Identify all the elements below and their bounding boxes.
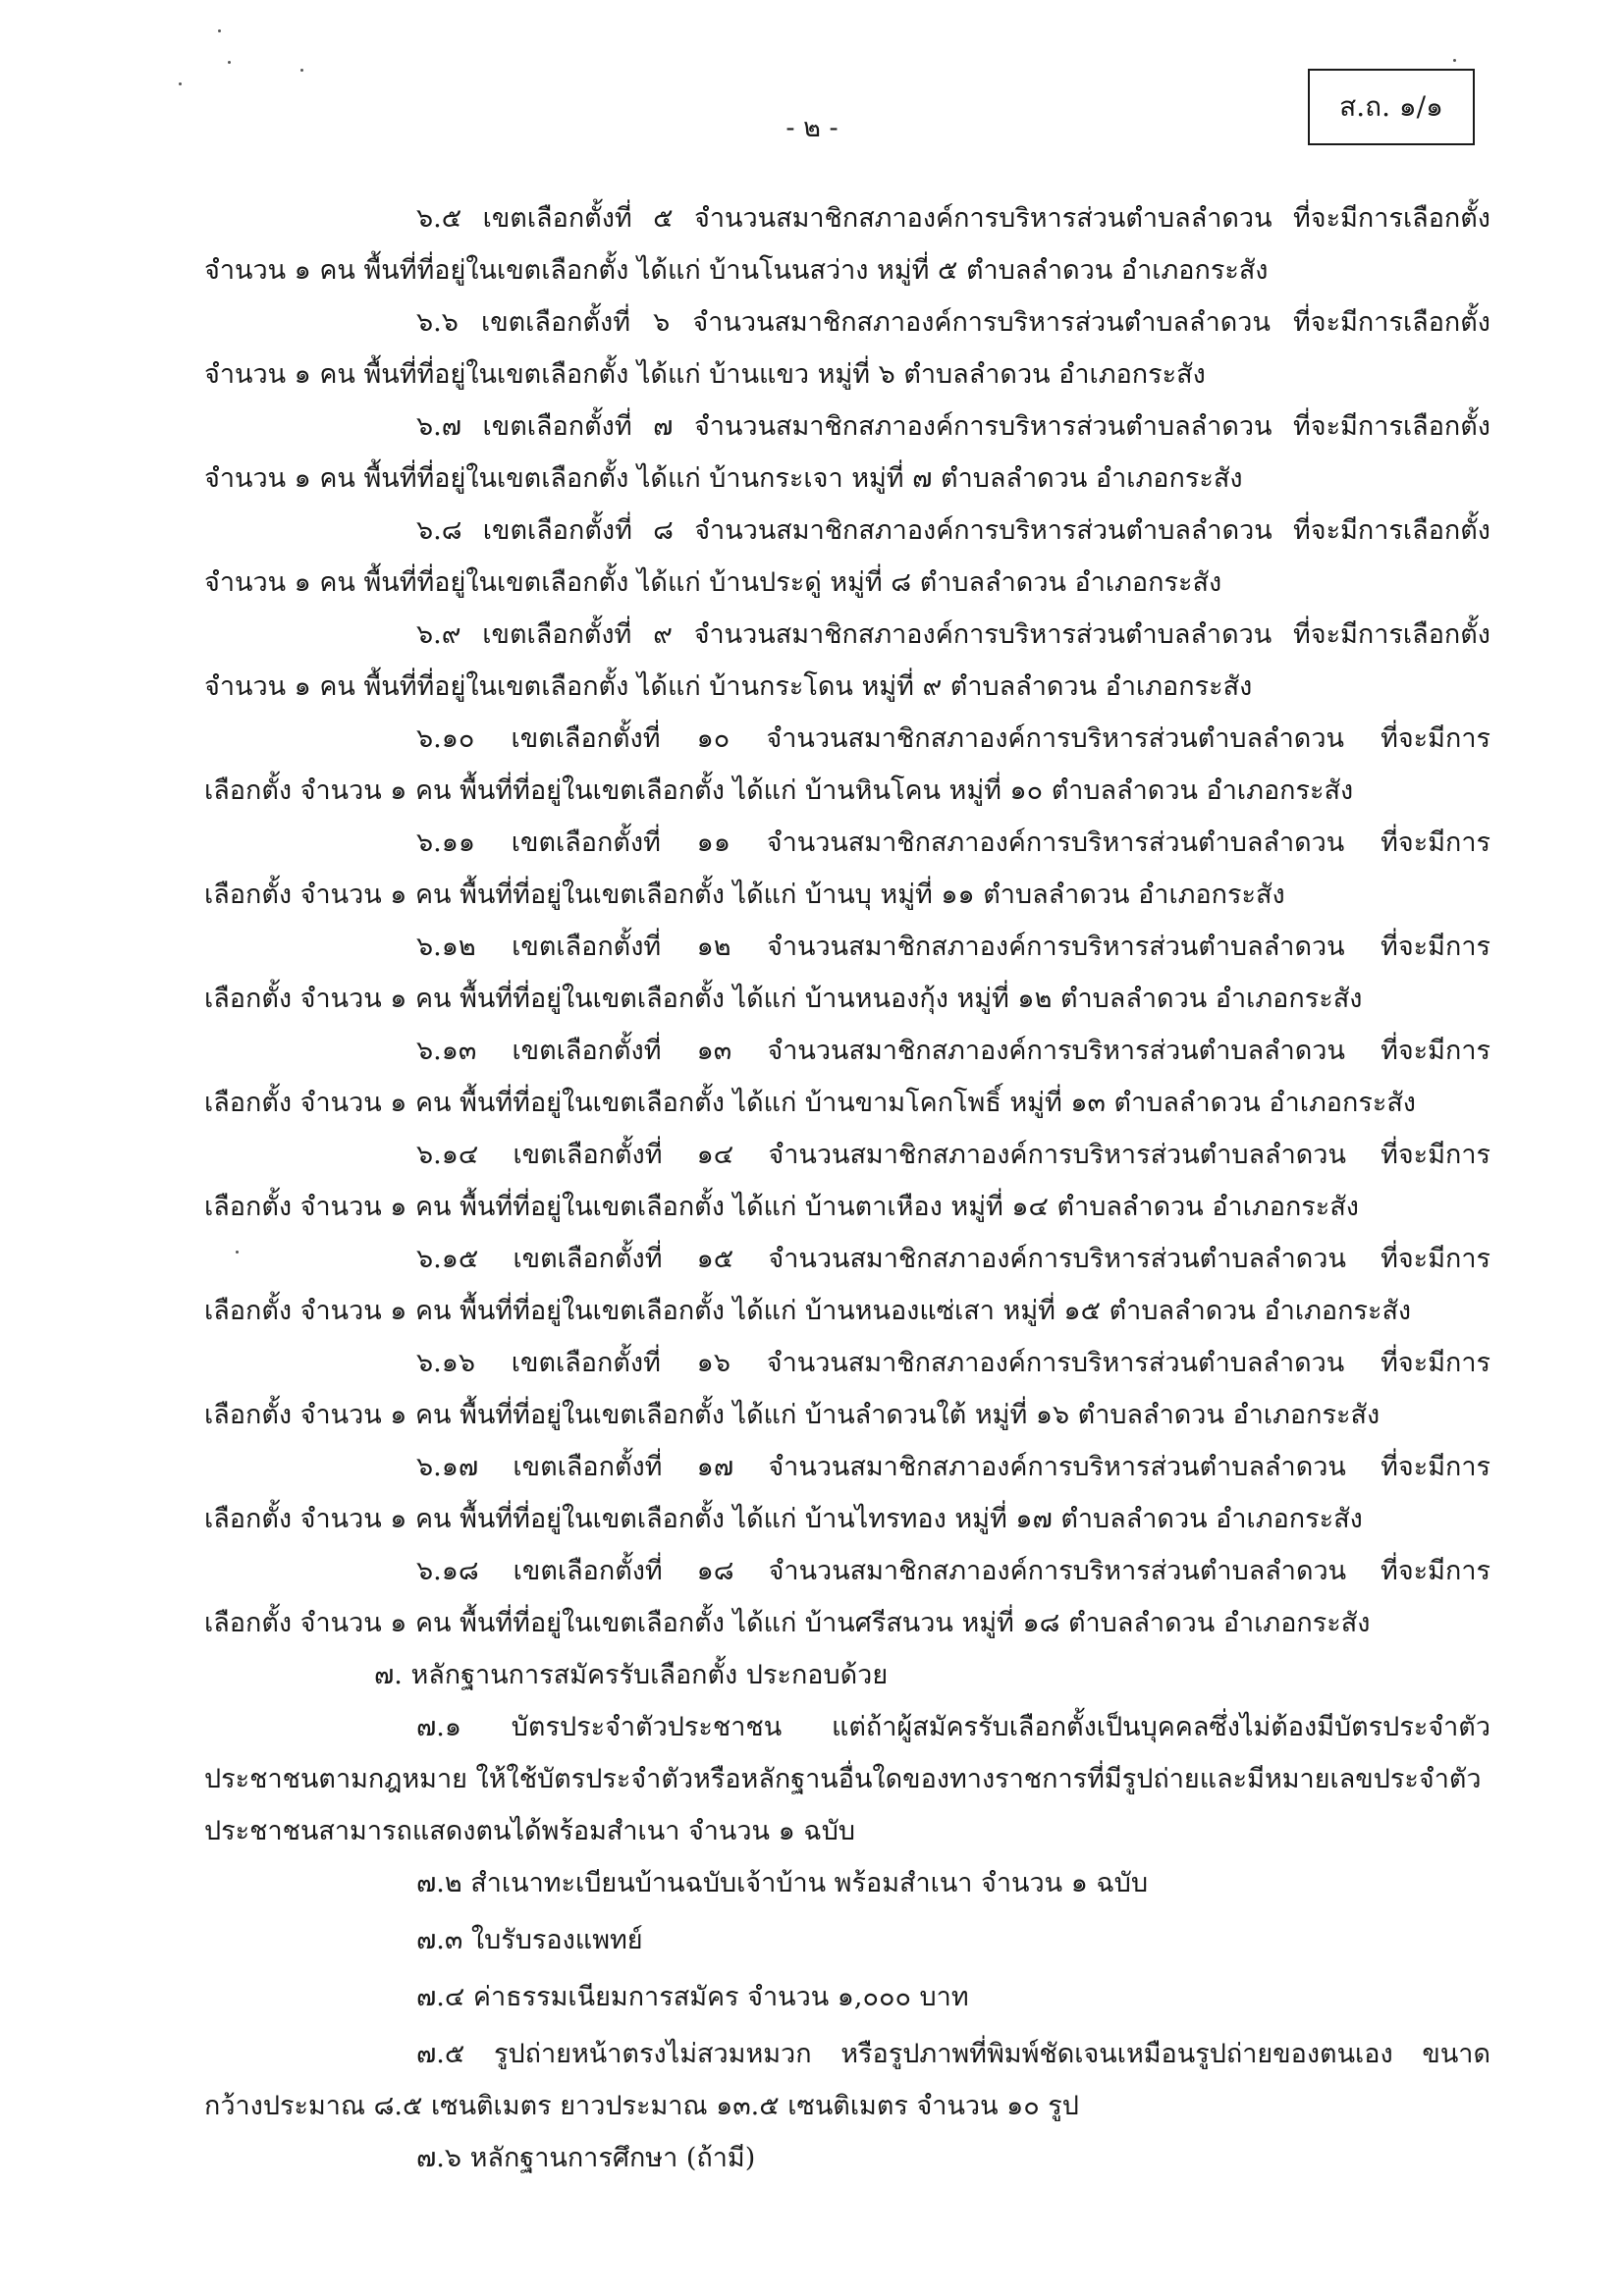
scan-speck (300, 69, 303, 72)
district-line-1: ๖.๑๕ เขตเลือกตั้งที่ ๑๕ จำนวนสมาชิกสภาองค์การบริหารส่วนตำบลลำดวน ที่จะมีการ (416, 1244, 1490, 1274)
district-item (204, 921, 1490, 1025)
evidence-item-7-2: ๗.๒ สำเนาทะเบียนบ้านฉบับเจ้าบ้าน พร้อมสำเนา จำนวน ๑ ฉบับ (416, 1868, 1149, 1898)
district-item (204, 1025, 1490, 1129)
district-line-1: ๖.๕ เขตเลือกตั้งที่ ๕ จำนวนสมาชิกสภาองค์การบริหารส่วนตำบลลำดวน ที่จะมีการเลือกตั้ง (416, 203, 1490, 234)
district-line-2: จำนวน ๑ คน พื้นที่ที่อยู่ในเขตเลือกตั้ง ได้แก่ บ้านประดู่ หมู่ที่ ๘ ตำบลลำดวน อำเภอกระสัง (204, 567, 1222, 598)
scan-speck (1453, 59, 1456, 62)
district-item (204, 1129, 1490, 1233)
evidence-line-2: กว้างประมาณ ๘.๕ เซนติเมตร ยาวประมาณ ๑๓.๕ เซนติเมตร จำนวน ๑๐ รูป (204, 2091, 1079, 2121)
document-body (204, 192, 1490, 2189)
evidence-item-7-5 (204, 2028, 1490, 2132)
district-line-2: เลือกตั้ง จำนวน ๑ คน พื้นที่ที่อยู่ในเขตเลือกตั้ง ได้แก่ บ้านหนองกุ้ง หมู่ที่ ๑๒ ตำบลลำดวน อำเภอกระสัง (204, 984, 1363, 1014)
district-item (204, 1337, 1490, 1441)
district-line-1: ๖.๑๖ เขตเลือกตั้งที่ ๑๖ จำนวนสมาชิกสภาองค์การบริหารส่วนตำบลลำดวน ที่จะมีการ (416, 1348, 1490, 1378)
district-line-2: จำนวน ๑ คน พื้นที่ที่อยู่ในเขตเลือกตั้ง ได้แก่ บ้านแขว หมู่ที่ ๖ ตำบลลำดวน อำเภอกระสัง (204, 359, 1206, 390)
district-item (204, 400, 1490, 505)
evidence-line-1: ๗.๑ บัตรประจำตัวประชาชน แต่ถ้าผู้สมัครรับเลือกตั้งเป็นบุคคลซึ่งไม่ต้องมีบัตรประจำตัว (416, 1712, 1490, 1742)
evidence-item-7-4: ๗.๔ ค่าธรรมเนียมการสมัคร จำนวน ๑,๐๐๐ บาท (416, 1982, 969, 2012)
district-item (204, 713, 1490, 817)
district-item (204, 817, 1490, 921)
evidence-item-7-1 (204, 1701, 1490, 1857)
district-line-1: ๖.๘ เขตเลือกตั้งที่ ๘ จำนวนสมาชิกสภาองค์การบริหารส่วนตำบลลำดวน ที่จะมีการเลือกตั้ง (416, 515, 1490, 546)
district-line-2: เลือกตั้ง จำนวน ๑ คน พื้นที่ที่อยู่ในเขตเลือกตั้ง ได้แก่ บ้านลำดวนใต้ หมู่ที่ ๑๖ ตำบลลำดวน อำเภอกระสัง (204, 1400, 1380, 1430)
section-7-heading: ๗. หลักฐานการสมัครรับเลือกตั้ง ประกอบด้วย (374, 1660, 889, 1690)
district-line-1: ๖.๑๑ เขตเลือกตั้งที่ ๑๑ จำนวนสมาชิกสภาองค์การบริหารส่วนตำบลลำดวน ที่จะมีการ (416, 828, 1490, 858)
district-line-1: ๖.๑๗ เขตเลือกตั้งที่ ๑๗ จำนวนสมาชิกสภาองค์การบริหารส่วนตำบลลำดวน ที่จะมีการ (416, 1452, 1490, 1482)
district-line-2: เลือกตั้ง จำนวน ๑ คน พื้นที่ที่อยู่ในเขตเลือกตั้ง ได้แก่ บ้านขามโคกโพธิ์ หมู่ที่ ๑๓ ตำบลลำดวน อำเภอกระสัง (204, 1088, 1416, 1118)
evidence-item-7-3: ๗.๓ ใบรับรองแพทย์ (416, 1925, 643, 1955)
page-number: - ๒ - (785, 113, 839, 143)
district-line-1: ๖.๑๘ เขตเลือกตั้งที่ ๑๘ จำนวนสมาชิกสภาองค์การบริหารส่วนตำบลลำดวน ที่จะมีการ (416, 1556, 1490, 1586)
district-line-2: เลือกตั้ง จำนวน ๑ คน พื้นที่ที่อยู่ในเขตเลือกตั้ง ได้แก่ บ้านไทรทอง หมู่ที่ ๑๗ ตำบลลำดวน อำเภอกระสัง (204, 1504, 1363, 1534)
form-code-box: ส.ถ. ๑/๑ (1308, 69, 1475, 145)
evidence-line-3: ประชาชนสามารถแสดงตนได้พร้อมสำเนา จำนวน ๑ ฉบับ (204, 1816, 855, 1846)
district-line-1: ๖.๙ เขตเลือกตั้งที่ ๙ จำนวนสมาชิกสภาองค์การบริหารส่วนตำบลลำดวน ที่จะมีการเลือกตั้ง (416, 619, 1490, 650)
district-item (204, 1441, 1490, 1545)
district-item (204, 609, 1490, 713)
district-line-1: ๖.๑๓ เขตเลือกตั้งที่ ๑๓ จำนวนสมาชิกสภาองค์การบริหารส่วนตำบลลำดวน ที่จะมีการ (416, 1036, 1490, 1066)
evidence-item-7-6: ๗.๖ หลักฐานการศึกษา (ถ้ามี) (416, 2143, 756, 2173)
district-line-2: จำนวน ๑ คน พื้นที่ที่อยู่ในเขตเลือกตั้ง ได้แก่ บ้านกระเจา หมู่ที่ ๗ ตำบลลำดวน อำเภอกระสัง (204, 463, 1243, 494)
district-line-2: เลือกตั้ง จำนวน ๑ คน พื้นที่ที่อยู่ในเขตเลือกตั้ง ได้แก่ บ้านบุ หมู่ที่ ๑๑ ตำบลลำดวน อำเภอกระสัง (204, 880, 1285, 910)
evidence-line-2: ประชาชนตามกฎหมาย ให้ใช้บัตรประจำตัวหรือหลักฐานอื่นใดของทางราชการที่มีรูปถ่ายและมีหมายเลขประจำตัว (204, 1764, 1482, 1794)
district-line-1: ๖.๑๒ เขตเลือกตั้งที่ ๑๒ จำนวนสมาชิกสภาองค์การบริหารส่วนตำบลลำดวน ที่จะมีการ (416, 932, 1490, 962)
district-item (204, 1545, 1490, 1649)
district-line-2: เลือกตั้ง จำนวน ๑ คน พื้นที่ที่อยู่ในเขตเลือกตั้ง ได้แก่ บ้านศรีสนวน หมู่ที่ ๑๘ ตำบลลำดวน อำเภอกระสัง (204, 1608, 1371, 1638)
district-line-2: เลือกตั้ง จำนวน ๑ คน พื้นที่ที่อยู่ในเขตเลือกตั้ง ได้แก่ บ้านหินโคน หมู่ที่ ๑๐ ตำบลลำดวน อำเภอกระสัง (204, 775, 1354, 806)
scan-speck (179, 82, 182, 85)
district-line-1: ๖.๑๐ เขตเลือกตั้งที่ ๑๐ จำนวนสมาชิกสภาองค์การบริหารส่วนตำบลลำดวน ที่จะมีการ (416, 723, 1490, 754)
scan-speck (218, 29, 221, 32)
district-item (204, 296, 1490, 400)
district-line-2: จำนวน ๑ คน พื้นที่ที่อยู่ในเขตเลือกตั้ง ได้แก่ บ้านกระโดน หมู่ที่ ๙ ตำบลลำดวน อำเภอกระสัง (204, 671, 1253, 702)
district-item (204, 1233, 1490, 1337)
district-line-2: จำนวน ๑ คน พื้นที่ที่อยู่ในเขตเลือกตั้ง ได้แก่ บ้านโนนสว่าง หมู่ที่ ๕ ตำบลลำดวน อำเภอกระสัง (204, 255, 1269, 286)
district-line-1: ๖.๖ เขตเลือกตั้งที่ ๖ จำนวนสมาชิกสภาองค์การบริหารส่วนตำบลลำดวน ที่จะมีการเลือกตั้ง (416, 307, 1490, 338)
district-line-2: เลือกตั้ง จำนวน ๑ คน พื้นที่ที่อยู่ในเขตเลือกตั้ง ได้แก่ บ้านตาเหือง หมู่ที่ ๑๔ ตำบลลำดวน อำเภอกระสัง (204, 1192, 1359, 1222)
district-item (204, 505, 1490, 609)
district-line-2: เลือกตั้ง จำนวน ๑ คน พื้นที่ที่อยู่ในเขตเลือกตั้ง ได้แก่ บ้านหนองแซ่เสา หมู่ที่ ๑๕ ตำบลลำดวน อำเภอกระสัง (204, 1296, 1412, 1326)
district-line-1: ๖.๗ เขตเลือกตั้งที่ ๗ จำนวนสมาชิกสภาองค์การบริหารส่วนตำบลลำดวน ที่จะมีการเลือกตั้ง (416, 411, 1490, 442)
district-line-1: ๖.๑๔ เขตเลือกตั้งที่ ๑๔ จำนวนสมาชิกสภาองค์การบริหารส่วนตำบลลำดวน ที่จะมีการ (416, 1140, 1490, 1170)
scan-speck (228, 61, 231, 64)
evidence-line-1: ๗.๕ รูปถ่ายหน้าตรงไม่สวมหมวก หรือรูปภาพที่พิมพ์ชัดเจนเหมือนรูปถ่ายของตนเอง ขนาด (416, 2039, 1490, 2069)
district-item (204, 192, 1490, 296)
